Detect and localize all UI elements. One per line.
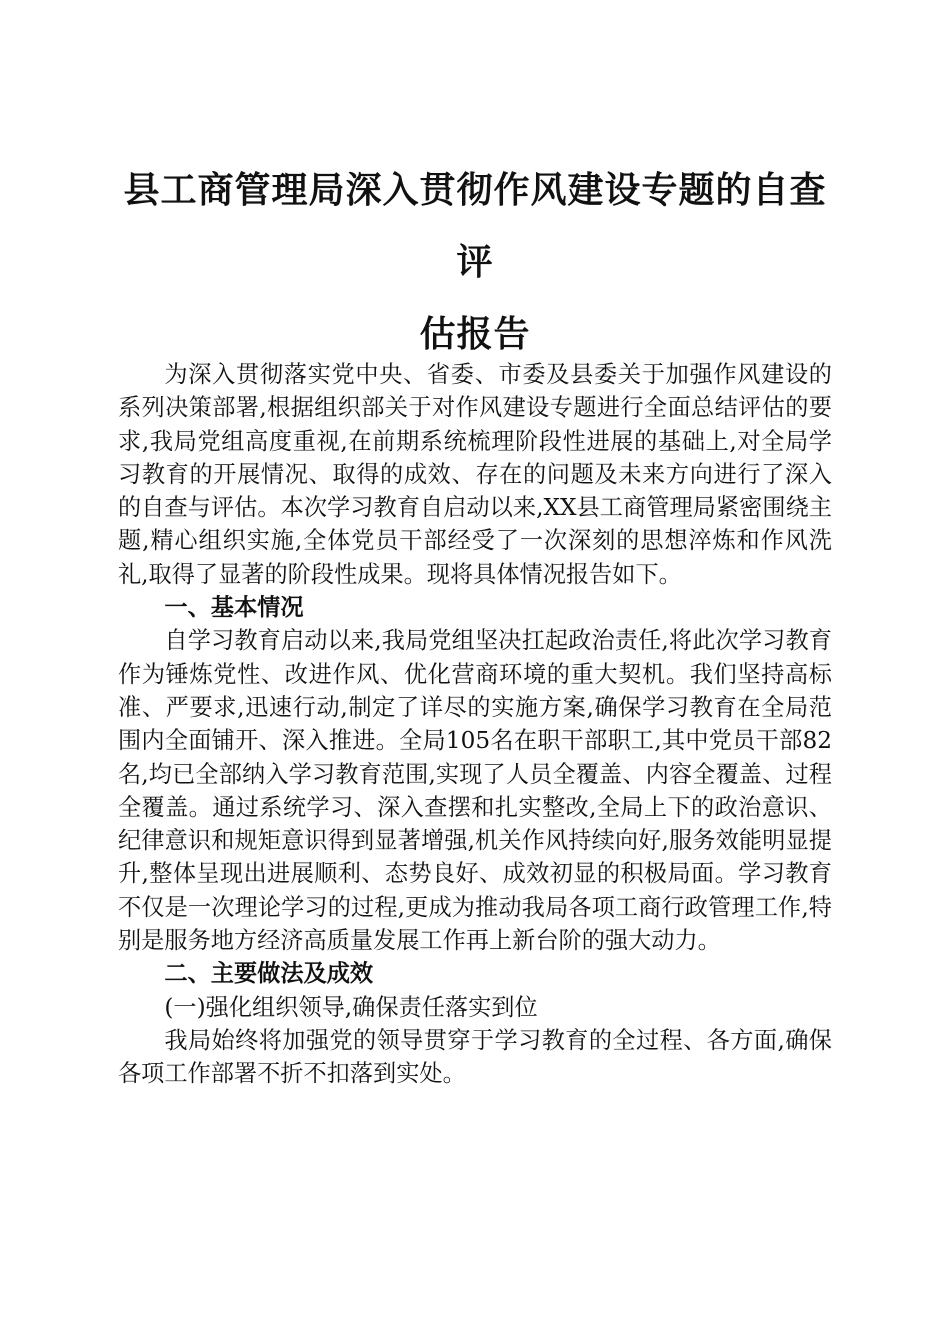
subsection-heading-leadership: (一)强化组织领导,确保责任落实到位 bbox=[164, 993, 538, 1021]
leadership-paragraph: 我局始终将加强党的领导贯穿于学习教育的全过程、各方面,确保各项工作部署不折不扣落到实处。 bbox=[118, 1026, 832, 1088]
section-heading-basic: 一、基本情况 bbox=[164, 594, 304, 622]
title-line-1: 县工商管理局深入贯彻作风建设专题的自查评 bbox=[123, 170, 827, 283]
intro-paragraph: 为深入贯彻落实党中央、省委、市委及县委关于加强作风建设的系列决策部署,根据组织部关于对作风建设专题进行全面总结评估的要求,我局党组高度重视,在前期系统梳理阶段性进展的基础上,对全局学习教育的开展情况、取得的成效、存在的问题及未来方向进行了深入的自查与评估。本次学习教育自启动以来,XX县工商管理局紧密围绕主题,精心组织实施,全体党员干部经受了一次深刻的思想淬炼和作风洗礼,取得了显著的阶段性成果。现将具体情况报告如下。 bbox=[118, 361, 832, 588]
document-title bbox=[117, 155, 833, 371]
section-heading-measures: 二、主要做法及成效 bbox=[164, 960, 374, 988]
basic-situation-paragraph: 自学习教育启动以来,我局党组坚决扛起政治责任,将此次学习教育作为锤炼党性、改进作风、优化营商环境的重大契机。我们坚持高标准、严要求,迅速行动,制定了详尽的实施方案,确保学习教育在全局范围内全面铺开、深入推进。全局105名在职干部职工,其中党员干部82名,均已全部纳入学习教育范围,实现了人员全覆盖、内容全覆盖、过程全覆盖。通过系统学习、深入查摆和扎实整改,全局上下的政治意识、纪律意识和规矩意识得到显著增强,机关作风持续向好,服务效能明显提升,整体呈现出进展顺利、态势良好、成效初显的积极局面。学习教育不仅是一次理论学习的过程,更成为推动我局各项工商行政管理工作,特别是服务地方经济高质量发展工作再上新台阶的强大动力。 bbox=[118, 627, 832, 955]
title-line-2: 估报告 bbox=[419, 314, 531, 355]
document-body bbox=[118, 358, 832, 1091]
